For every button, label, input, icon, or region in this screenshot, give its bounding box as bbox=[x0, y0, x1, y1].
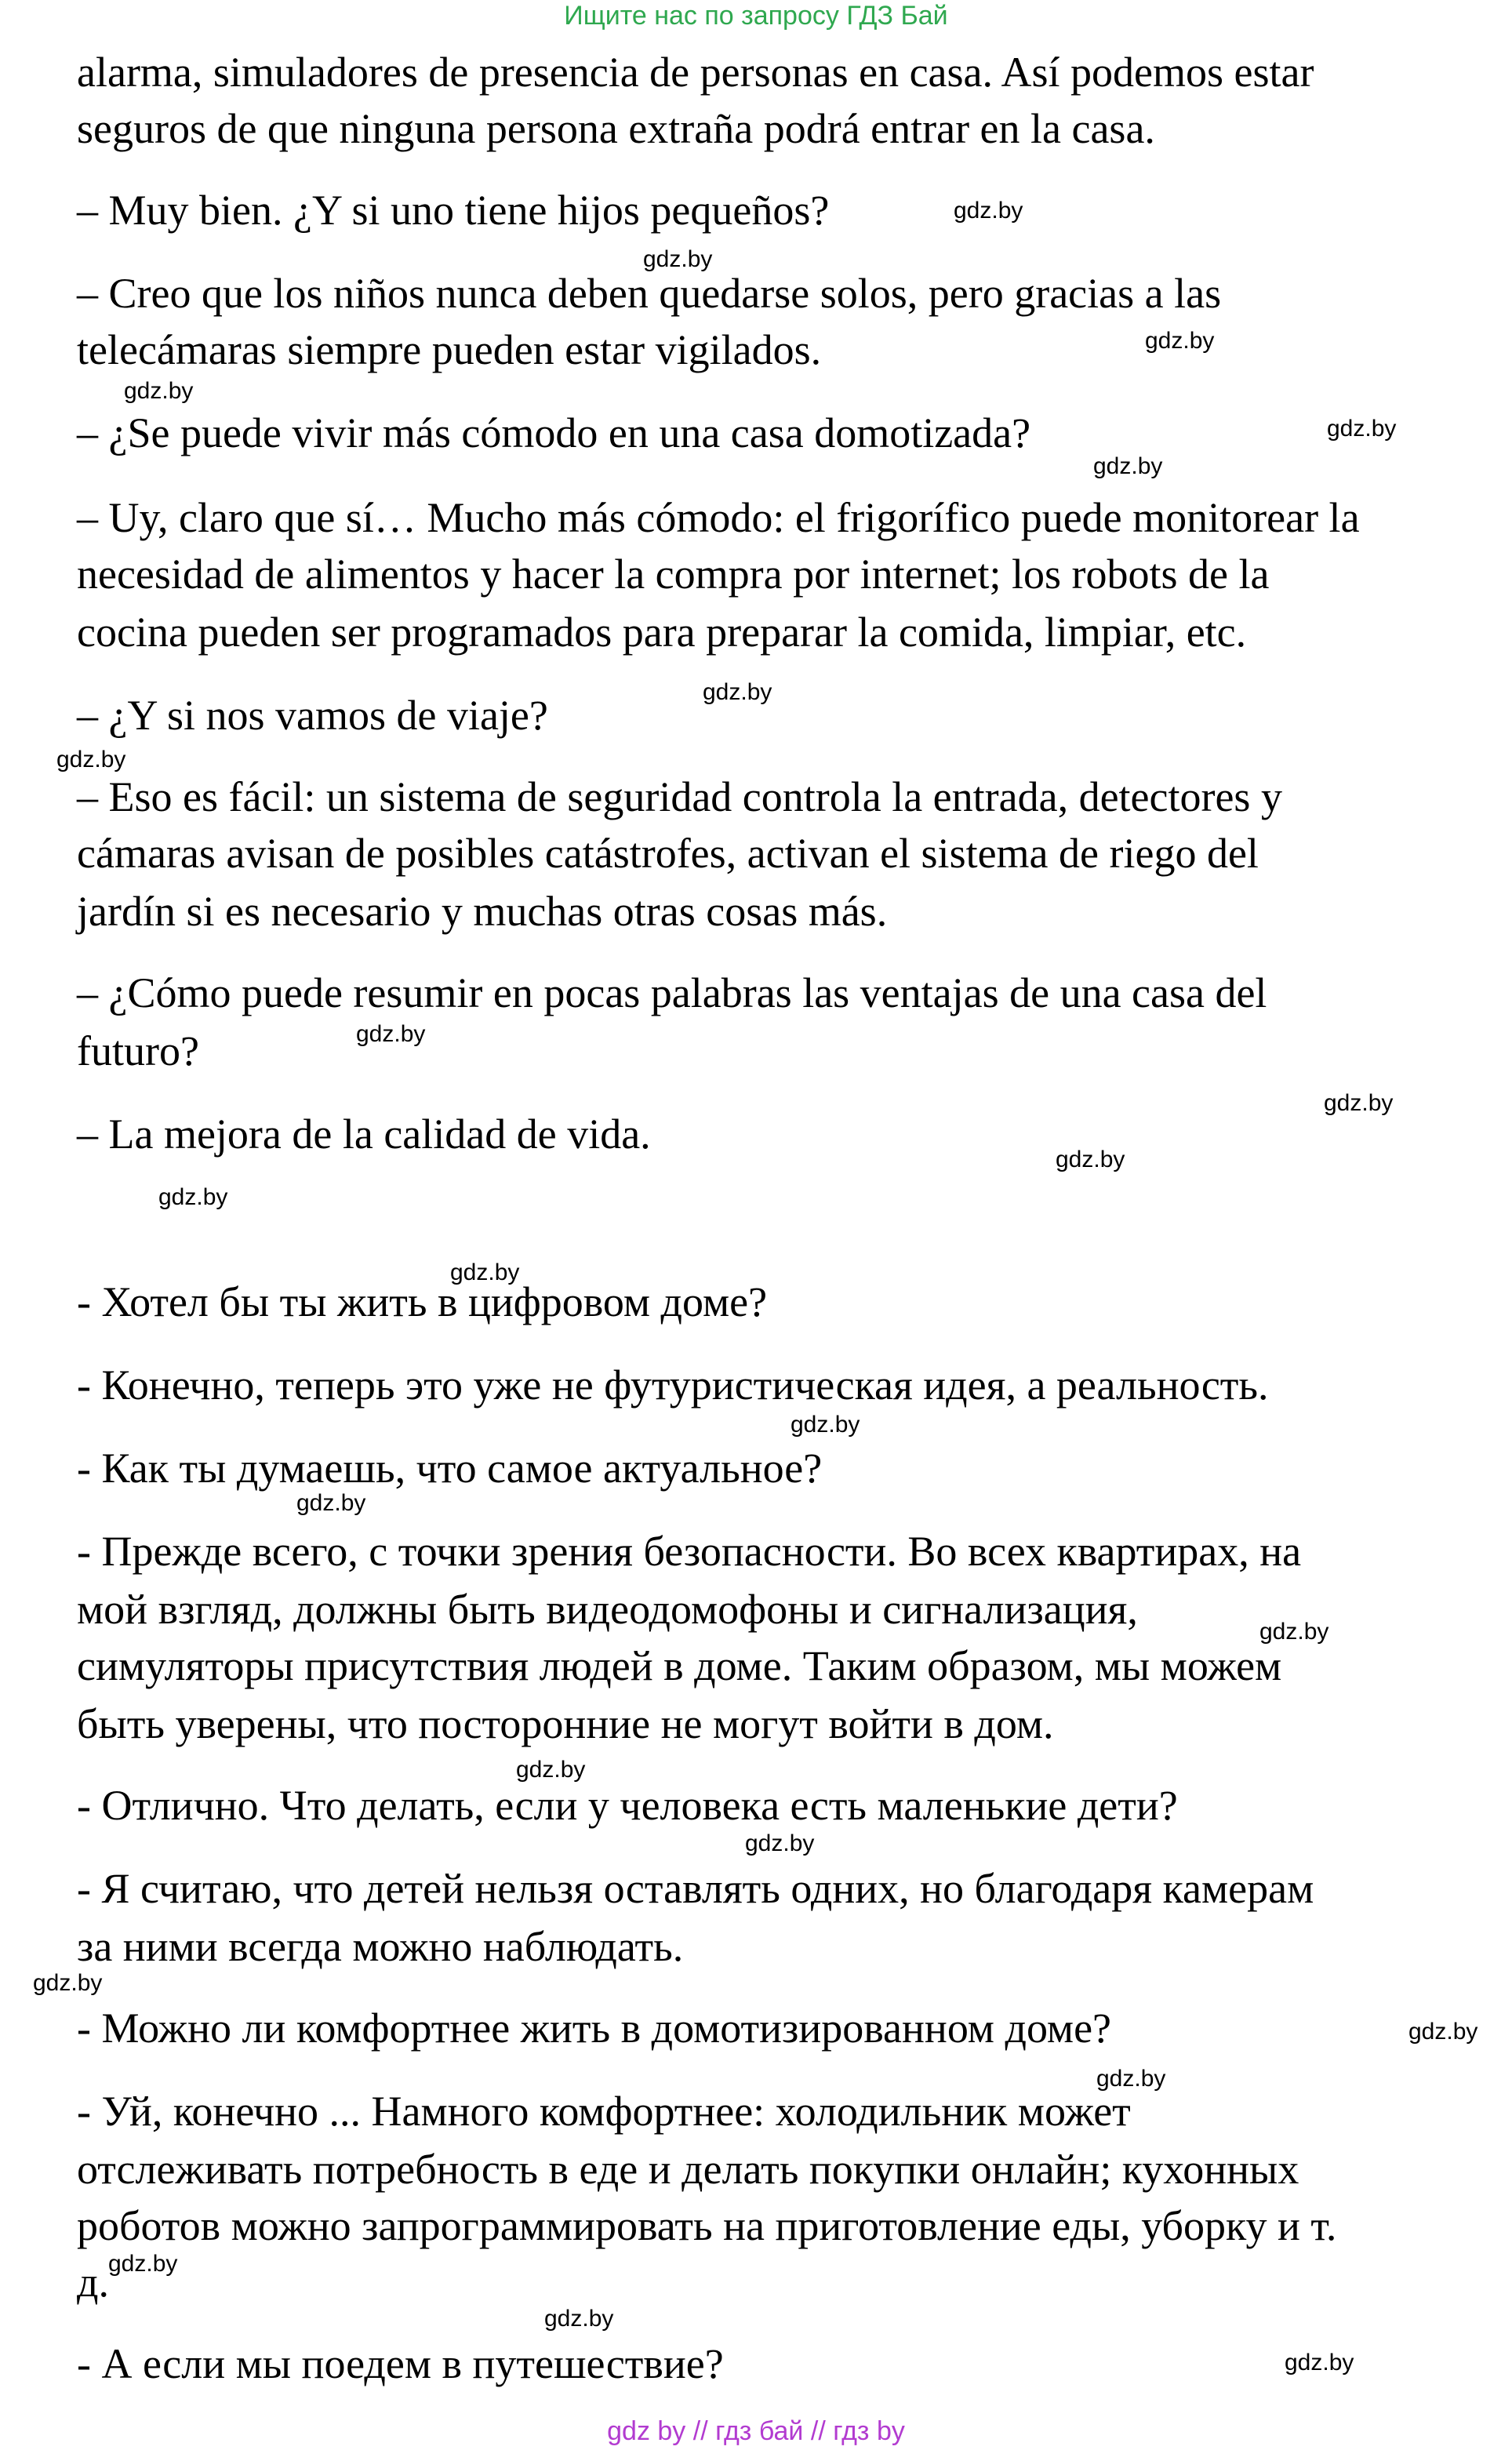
watermark: gdz.by bbox=[1259, 1619, 1329, 1645]
text-line: – ¿Y si nos vamos de viaje? bbox=[77, 692, 548, 739]
watermark: gdz.by bbox=[954, 198, 1023, 224]
text-line: - Прежде всего, с точки зрения безопасности. Во всех квартирах, на bbox=[77, 1528, 1302, 1575]
footer-links[interactable]: gdz by // гдз бай // гдз by bbox=[607, 2416, 905, 2446]
text-line: мой взгляд, должны быть видеодомофоны и сигнализация, bbox=[77, 1586, 1138, 1633]
watermark: gdz.by bbox=[56, 747, 126, 772]
text-line: jardín si es necesario y muchas otras cosas más. bbox=[77, 888, 888, 935]
text-line: – Muy bien. ¿Y si uno tiene hijos pequeños? bbox=[77, 187, 830, 234]
text-line: быть уверены, что посторонние не могут войти в дом. bbox=[77, 1700, 1054, 1747]
text-line: - Как ты думаешь, что самое актуальное? bbox=[77, 1445, 823, 1492]
text-line: отслеживать потребность в еде и делать покупки онлайн; кухонных bbox=[77, 2146, 1299, 2193]
text-line: - Отлично. Что делать, если у человека есть маленькие дети? bbox=[77, 1782, 1178, 1829]
text-line: cocina pueden ser programados para preparar la comida, limpiar, etc. bbox=[77, 609, 1247, 656]
watermark: gdz.by bbox=[124, 378, 194, 404]
watermark: gdz.by bbox=[516, 1757, 586, 1783]
text-line: - Можно ли комфортнее жить в домотизированном доме? bbox=[77, 2005, 1112, 2052]
text-line: - Я считаю, что детей нельзя оставлять одних, но благодаря камерам bbox=[77, 1865, 1314, 1912]
watermark: gdz.by bbox=[108, 2251, 178, 2277]
watermark: gdz.by bbox=[745, 1830, 815, 1856]
text-line: cámaras avisan de posibles catástrofes, activan el sistema de riego del bbox=[77, 830, 1259, 877]
text-line: – La mejora de la calidad de vida. bbox=[77, 1110, 651, 1158]
text-line: – Uy, claro que sí… Mucho más cómodo: el frigorífico puede monitorear la bbox=[77, 494, 1360, 541]
text-line: seguros de que ninguna persona extraña podrá entrar en la casa. bbox=[77, 105, 1155, 152]
watermark: gdz.by bbox=[450, 1260, 520, 1285]
watermark: gdz.by bbox=[296, 1490, 366, 1516]
text-line: – ¿Cómo puede resumir en pocas palabras las ventajas de una casa del bbox=[77, 969, 1267, 1016]
site-banner: Ищите нас по запросу ГДЗ Бай bbox=[564, 1, 948, 31]
watermark: gdz.by bbox=[703, 679, 772, 705]
watermark: gdz.by bbox=[356, 1021, 426, 1047]
text-line: – Creo que los niños nunca deben quedarse solos, pero gracias a las bbox=[77, 270, 1222, 317]
text-line: - А если мы поедем в путешествие? bbox=[77, 2340, 724, 2387]
watermark: gdz.by bbox=[1096, 2066, 1166, 2092]
watermark: gdz.by bbox=[1408, 2019, 1478, 2045]
text-line: - Конечно, теперь это уже не футуристическая идея, а реальность. bbox=[77, 1361, 1269, 1409]
text-line: за ними всегда можно наблюдать. bbox=[77, 1923, 684, 1970]
text-line: - Уй, конечно ... Намного комфортнее: холодильник может bbox=[77, 2088, 1131, 2135]
text-line: – Eso es fácil: un sistema de seguridad controla la entrada, detectores y bbox=[77, 773, 1282, 820]
text-line: симуляторы присутствия людей в доме. Таким образом, мы можем bbox=[77, 1642, 1282, 1689]
watermark: gdz.by bbox=[1093, 453, 1163, 479]
watermark: gdz.by bbox=[1056, 1147, 1125, 1172]
watermark: gdz.by bbox=[544, 2306, 614, 2332]
text-line: - Хотел бы ты жить в цифровом доме? bbox=[77, 1278, 768, 1325]
text-line: – ¿Se puede vivir más cómodo en una casa domotizada? bbox=[77, 409, 1031, 456]
text-line: д. bbox=[77, 2259, 109, 2306]
watermark: gdz.by bbox=[791, 1412, 860, 1438]
text-line: роботов можно запрограммировать на приготовление еды, уборку и т. bbox=[77, 2202, 1337, 2249]
watermark: gdz.by bbox=[158, 1184, 228, 1210]
watermark: gdz.by bbox=[643, 246, 713, 272]
watermark: gdz.by bbox=[1324, 1090, 1394, 1116]
watermark: gdz.by bbox=[1145, 328, 1215, 354]
watermark: gdz.by bbox=[33, 1970, 103, 1996]
text-line: telecámaras siempre pueden estar vigilados. bbox=[77, 326, 822, 373]
text-line: alarma, simuladores de presencia de personas en casa. Así podemos estar bbox=[77, 49, 1314, 96]
watermark: gdz.by bbox=[1285, 2350, 1354, 2375]
watermark: gdz.by bbox=[1327, 416, 1397, 442]
text-line: futuro? bbox=[77, 1027, 199, 1074]
text-line: necesidad de alimentos y hacer la compra por internet; los robots de la bbox=[77, 551, 1270, 598]
